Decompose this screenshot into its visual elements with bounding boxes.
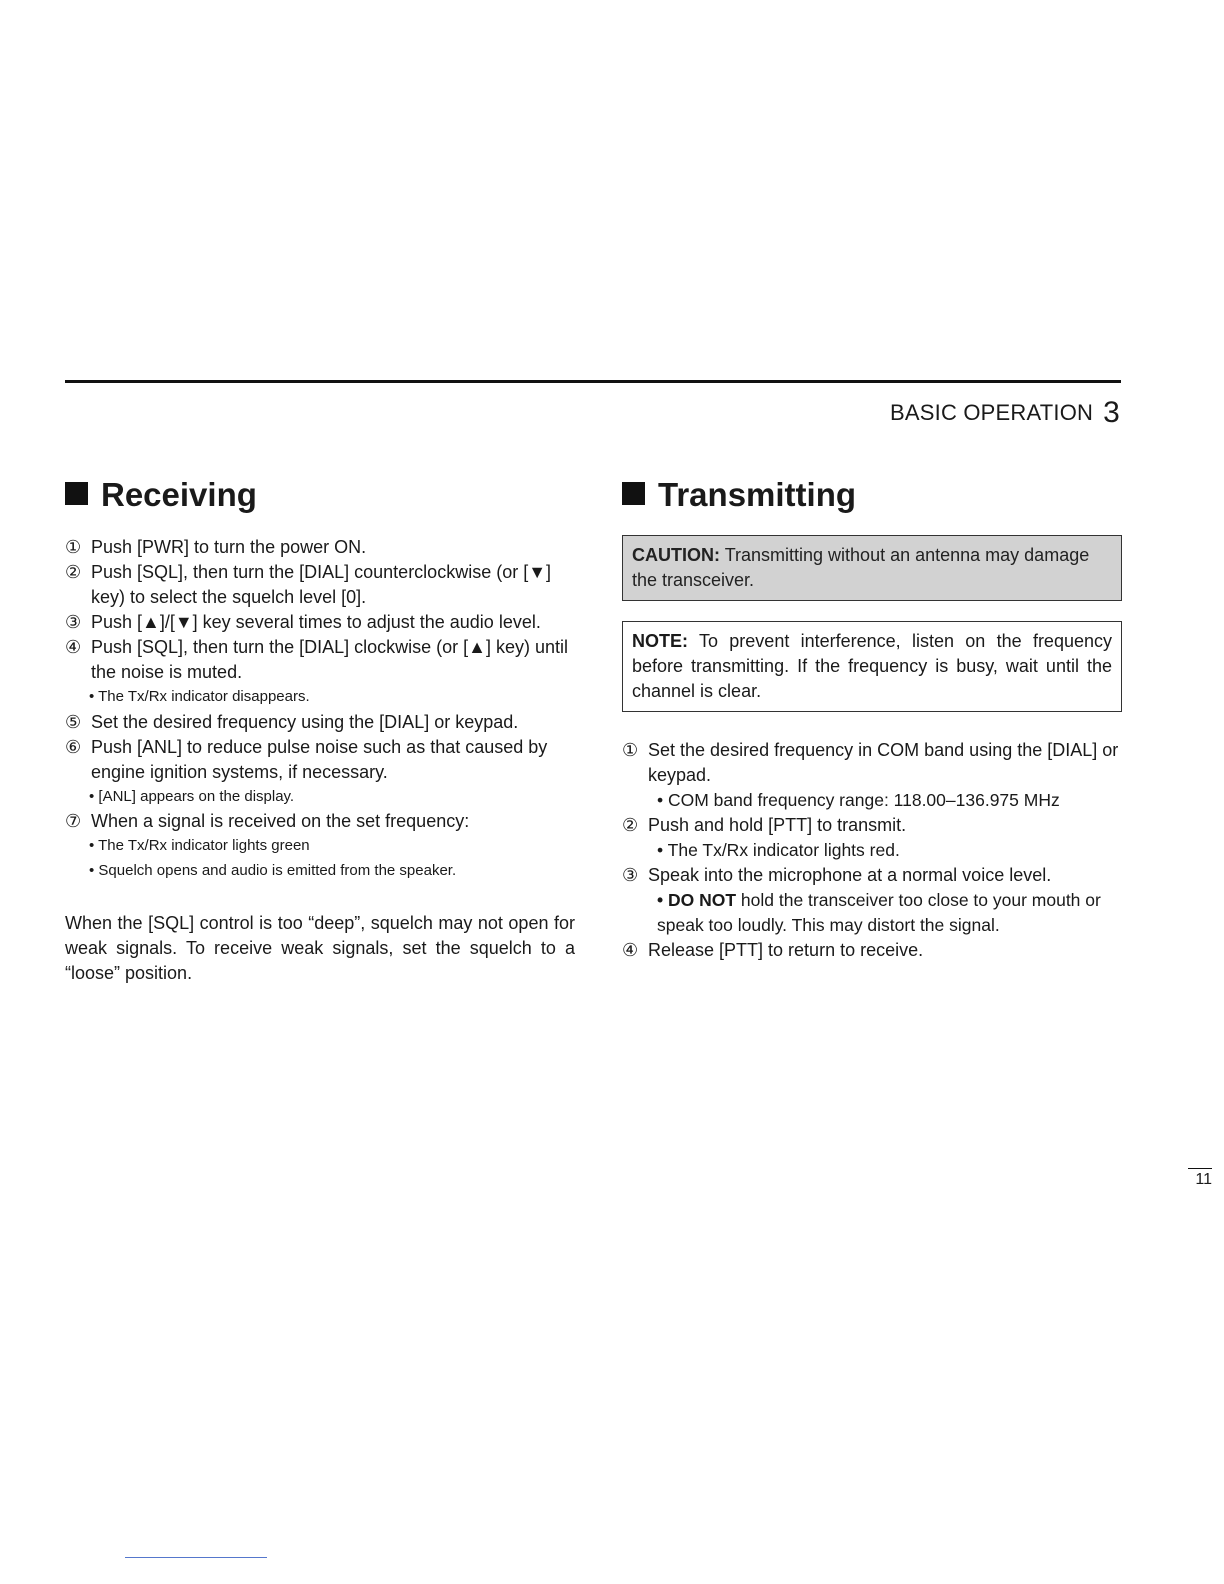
step-marker: ③: [622, 865, 639, 885]
caution-box: [622, 535, 1122, 601]
caution-text: Transmitting without an antenna may damage the transceiver.: [632, 545, 1090, 590]
step-text: Release [PTT] to return to receive.: [648, 940, 924, 960]
transmitting-heading: Transmitting: [622, 475, 1122, 515]
warning-text: hold the transceiver too close to your mouth or speak too loudly. This may distort the signal.: [657, 890, 1101, 935]
step-marker: ③: [65, 612, 82, 632]
list-item: [65, 735, 575, 785]
list-item: [622, 863, 1122, 888]
squelch-paragraph: When the [SQL] control is too “deep”, squelch may not open for weak signals. To receive weak signals, set the squelch to a “loose” position.: [65, 913, 575, 983]
list-item: [65, 809, 575, 834]
bottom-rule: [125, 1557, 267, 1558]
step-text: Set the desired frequency using the [DIAL] or keypad.: [91, 711, 519, 732]
bullet-square-icon: [622, 482, 645, 505]
list-item: [65, 535, 575, 560]
note-text: To prevent interference, listen on the frequency before transmitting. If the frequency is busy, wait until the channel is clear.: [632, 631, 1112, 701]
step-note: • The Tx/Rx indicator lights green: [89, 837, 310, 854]
step-marker: ①: [622, 740, 639, 760]
step-marker: ⑤: [65, 711, 82, 732]
step-text: Push and hold [PTT] to transmit.: [648, 815, 907, 835]
list-item: [65, 635, 575, 685]
receiving-section: [65, 475, 575, 986]
note-label: NOTE:: [632, 631, 688, 651]
page-number: 11: [1188, 1168, 1212, 1189]
receiving-heading: Receiving: [65, 475, 575, 515]
note-box: [622, 621, 1122, 712]
step-marker: ④: [65, 637, 82, 657]
step-marker: ①: [65, 537, 82, 557]
step-text: Set the desired frequency in COM band using the [DIAL] or keypad.: [648, 740, 1119, 785]
list-item: [65, 710, 575, 735]
step-text: Push [PWR] to turn the power ON.: [91, 537, 367, 557]
transmit-steps: [622, 738, 1122, 963]
list-item: [622, 938, 1122, 963]
caution-label: CAUTION:: [632, 545, 720, 565]
step-note: • COM band frequency range: 118.00–136.975 MHz: [657, 790, 1060, 810]
step-text: When a signal is received on the set frequency:: [91, 811, 470, 831]
step-text: Push [SQL], then turn the [DIAL] counterclockwise (or [▼] key) to select the squelch level [0].: [91, 562, 552, 607]
step-note: • [ANL] appears on the display.: [89, 787, 295, 805]
step-marker: ②: [65, 562, 82, 582]
step-marker: ⑦: [65, 811, 82, 831]
transmitting-section: [622, 475, 1122, 963]
list-item: [65, 560, 575, 610]
step-note: [622, 888, 1122, 938]
step-text: Push [ANL] to reduce pulse noise such as that caused by engine ignition systems, if necessary.: [91, 736, 548, 782]
step-note: • Squelch opens and audio is emitted from the speaker.: [89, 861, 457, 879]
step-marker: ②: [622, 815, 639, 835]
list-item: [622, 813, 1122, 838]
bullet-square-icon: [65, 482, 88, 505]
step-note: • The Tx/Rx indicator lights red.: [657, 840, 900, 860]
step-text: Speak into the microphone at a normal voice level.: [648, 865, 1052, 885]
step-marker: ④: [622, 940, 639, 960]
chapter-number: 3: [1103, 396, 1120, 429]
list-item: [622, 738, 1122, 788]
top-rule: [65, 380, 1121, 383]
step-marker: ⑥: [65, 736, 82, 757]
chapter-header: [890, 396, 1120, 430]
step-text: Push [▲]/[▼] key several times to adjust the audio level.: [91, 612, 541, 632]
step-note: • The Tx/Rx indicator disappears.: [89, 688, 310, 705]
list-item: [65, 610, 575, 635]
warning-label: • DO NOT: [657, 890, 737, 910]
step-text: Push [SQL], then turn the [DIAL] clockwise (or [▲] key) until the noise is muted.: [91, 637, 569, 682]
chapter-title: BASIC OPERATION: [890, 400, 1094, 425]
